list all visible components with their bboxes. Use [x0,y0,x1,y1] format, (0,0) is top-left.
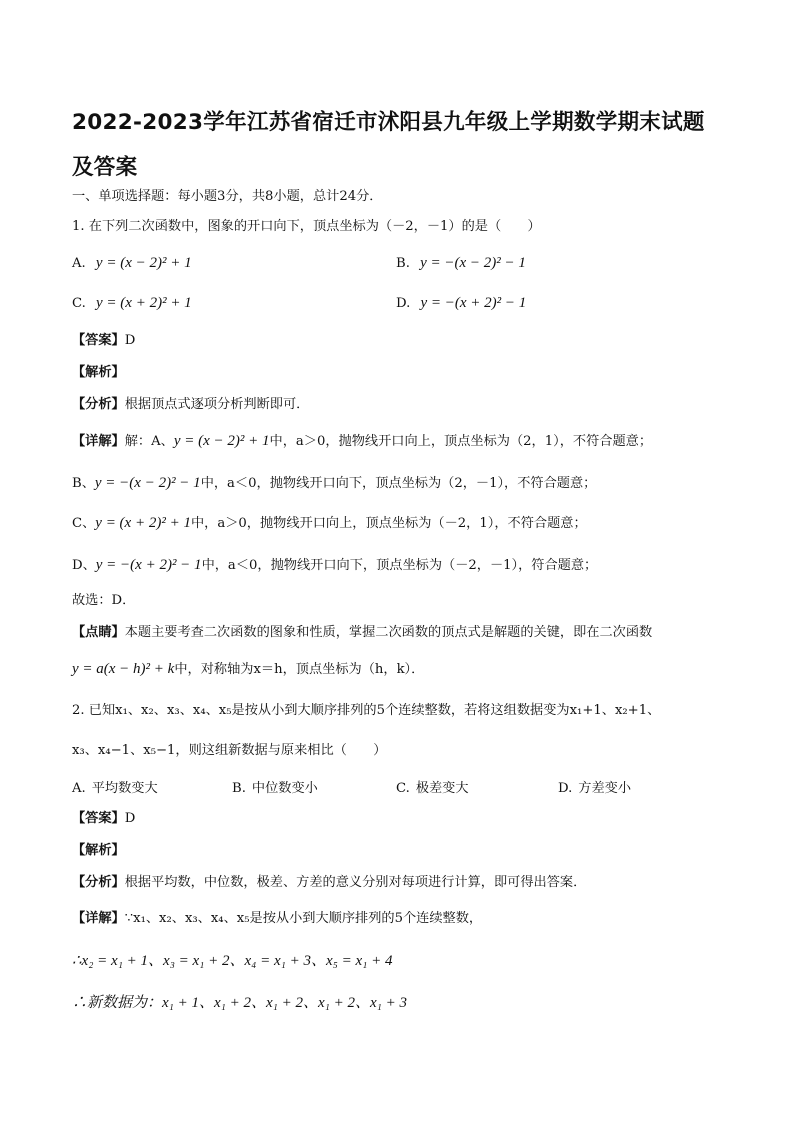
q1-dianjing-cont: y = a(x − h)² + k中，对称轴为x＝h，顶点坐标为（h，k）． [72,661,425,677]
q1-dianjing: 【点睛】本题主要考查二次函数的图象和性质，掌握二次函数的顶点式是解题的关键，即在二次函数 [72,625,653,640]
q1-detail-b: B、y = −(x − 2)² − 1中，a＜0，抛物线开口向下，顶点坐标为（2，－1），不符合题意； [72,475,597,491]
q1-option-b: B. y = −(x − 2)² − 1 [396,255,526,271]
q1-detail-c: C、y = (x + 2)² + 1中，a＞0，抛物线开口向上，顶点坐标为（－2，1），不符合题意； [72,515,587,531]
q2-stem-2: x₃、x₄−1、x₅−1，则这组新数据与原来相比（ ） [72,743,387,758]
q2-option-a: A. 平均数变大 [72,781,158,796]
q2-option-d: D. 方差变小 [558,781,632,796]
q2-detail-2: ∴x₂ = x₁ + 1、x₃ = x₁ + 2、x₄ = x₁ + 3、x₅ = x₁ + 4 [72,953,393,969]
page-title: 2022-2023学年江苏省宿迁市沭阳县九年级上学期数学期末试题及答案 [72,110,705,180]
q2-fenxi: 【分析】根据平均数，中位数，极差、方差的意义分别对每项进行计算，即可得出答案． [72,875,587,890]
q2-detail-1: 【详解】∵x₁、x₂、x₃、x₄、x₅是按从小到大顺序排列的5个连续整数， [72,911,483,926]
q2-option-b: B. 中位数变小 [232,781,318,796]
q2-detail-3: ∴新数据为：x₁ + 1、x₁ + 2、x₁ + 2、x₁ + 2、x₁ + 3 [72,995,407,1011]
q2-stem-1: 2. 已知x₁、x₂、x₃、x₄、x₅是按从小到大顺序排列的5个连续整数，若将这组数据变为x₁+1、x₂+1、 [72,703,661,718]
q1-option-a: A. y = (x − 2)² + 1 [72,255,192,271]
q1-analysis-heading: 【解析】 [72,365,125,380]
q2-option-c: C. 极差变大 [396,781,469,796]
q2-answer: 【答案】D [72,811,136,826]
q1-answer: 【答案】D [72,333,136,348]
q1-fenxi: 【分析】根据顶点式逐项分析判断即可． [72,397,310,412]
q1-detail-d: D、y = −(x + 2)² − 1中，a＜0，抛物线开口向下，顶点坐标为（－2，－1），符合题意； [72,557,598,573]
q1-stem: 1. 在下列二次函数中，图象的开口向下，顶点坐标为（－2，－1）的是（ ） [72,219,541,234]
q1-conclusion: 故选：D． [72,593,136,608]
q2-analysis-heading: 【解析】 [72,843,125,858]
section-heading: 一、单项选择题：每小题3分，共8小题，总计24分． [72,189,383,204]
q1-option-d: D. y = −(x + 2)² − 1 [396,295,527,311]
q1-option-c: C. y = (x + 2)² + 1 [72,295,192,311]
q1-detail-a: 【详解】解：A、y = (x − 2)² + 1中，a＞0，抛物线开口向上，顶点坐标为（2，1），不符合题意； [72,433,653,449]
